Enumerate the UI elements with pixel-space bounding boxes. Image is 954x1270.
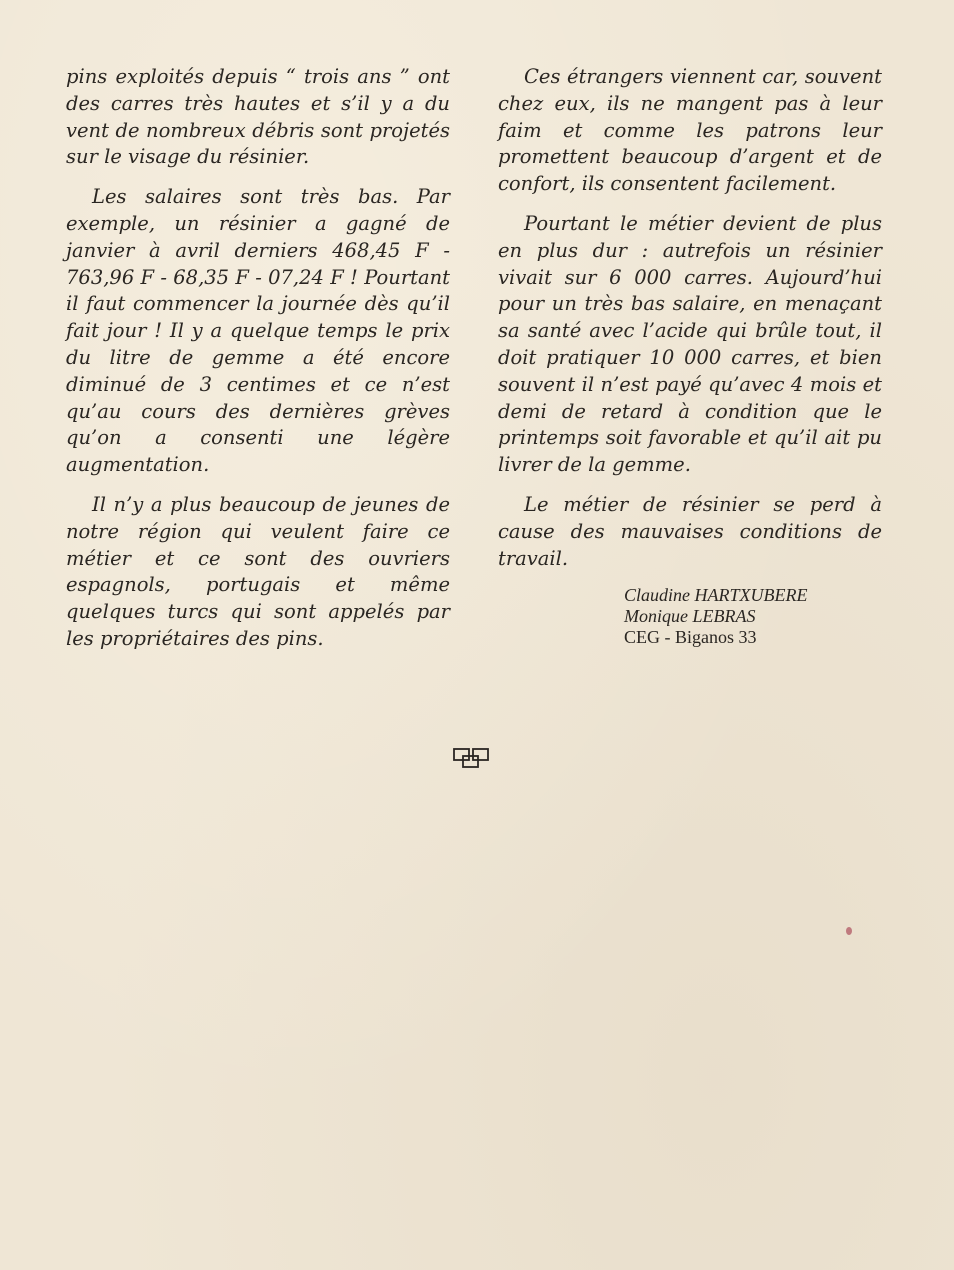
school-name: CEG - Biganos 33 <box>624 627 757 648</box>
paragraph: Les salaires sont très bas. Par exemple, un résinier a gagné de janvier à avril derniers 468,45 F - 763,96 F - 68,35 F - 07,24 F ! Pourtant il faut commencer la journée dès qu’il fait jour ! Il y a quelque temps le prix du litre de gemme a été encore diminué de 3 centimes et ce n’est qu’au cours des dernières grèves qu’on a consenti une légère augmentation. <box>66 185 450 477</box>
author-name: Monique LEBRAS <box>624 606 756 627</box>
paragraph: Pourtant le métier devient de plus en plus dur : autrefois un résinier vivait sur 6 000 carres. Aujourd’hui pour un très bas salaire, en menaçant sa santé avec l’acide qui brûle tout, il doit pratiquer 10 000 carres, et bien souvent il n’est payé qu’avec 4 mois et demi de retard à condition que le printemps soit favorable et qu’il ait pu livrer de la gemme. <box>498 211 882 477</box>
right-column <box>498 64 882 648</box>
left-column <box>66 64 450 666</box>
signature-block <box>624 585 882 648</box>
interlocking-squares-icon <box>452 747 492 771</box>
author-name: Claudine HARTXUBERE <box>624 585 808 606</box>
paragraph: Ces étrangers viennent car, souvent chez eux, ils ne mangent pas à leur faim et comme les patrons leur promettent beaucoup d’argent et de confort, ils consentent facilement. <box>498 65 882 196</box>
paragraph: Le métier de résinier se perd à cause des mauvaises conditions de travail. <box>498 492 882 570</box>
paragraph: Il n’y a plus beaucoup de jeunes de notre région qui veulent faire ce métier et ce sont des ouvriers espagnols, portugais et même quelques turcs qui sont appelés par les propriétaires des pins. <box>66 492 450 650</box>
paragraph: pins exploités depuis “ trois ans ” ont des carres très hautes et s’il y a du vent de nombreux débris sont projetés sur le visage du résinier. <box>66 65 450 169</box>
ink-speck <box>846 927 852 935</box>
